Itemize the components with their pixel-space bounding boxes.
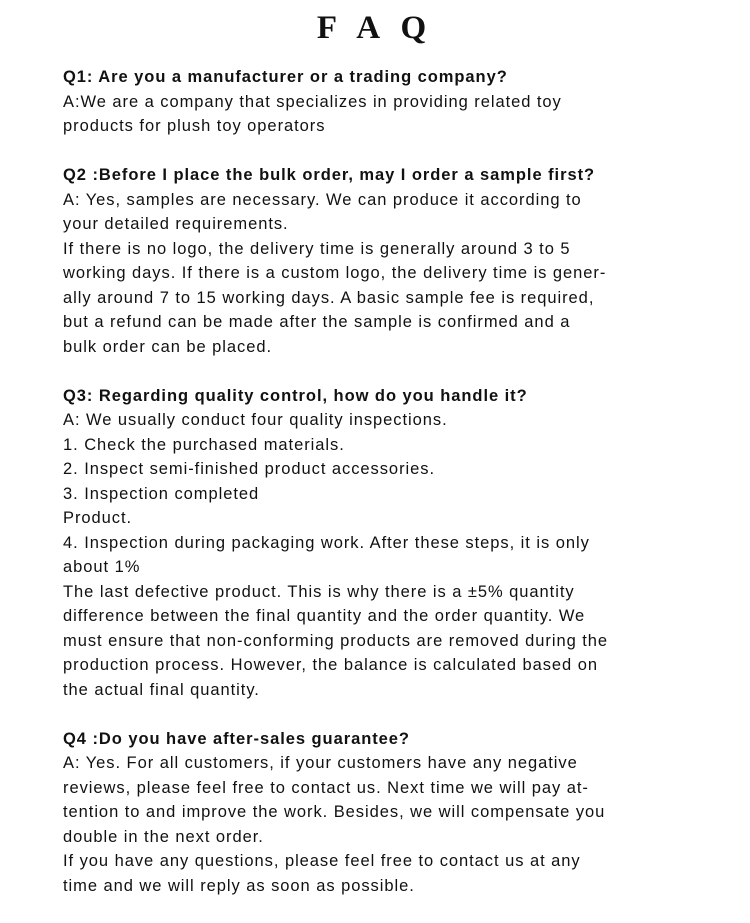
faq-list bbox=[63, 65, 703, 923]
answer-line: A: Yes, samples are necessary. We can produce it according to bbox=[63, 190, 582, 209]
answer-line: production process. However, the balance is calculated based on bbox=[63, 656, 598, 674]
answer-line: A: Yes. For all customers, if your customers have any negative bbox=[63, 754, 578, 772]
faq-item-q2 bbox=[63, 163, 703, 359]
answer-line: 1. Check the purchased materials. bbox=[63, 435, 345, 454]
answer-line: A:We are a company that specializes in providing related toy bbox=[63, 92, 562, 111]
faq-answer bbox=[63, 751, 703, 898]
answer-line: but a refund can be made after the sample is confirmed and a bbox=[63, 313, 571, 331]
answer-line: bulk order can be placed. bbox=[63, 337, 273, 356]
faq-question: Q3: Regarding quality control, how do you handle it? bbox=[63, 386, 528, 405]
answer-line: working days. If there is a custom logo, the delivery time is gener- bbox=[63, 264, 607, 282]
answer-line: about 1% bbox=[63, 558, 141, 576]
faq-item-q1 bbox=[63, 65, 703, 139]
faq-answer bbox=[63, 188, 703, 360]
answer-line: Product. bbox=[63, 509, 133, 527]
faq-answer bbox=[63, 408, 703, 702]
answer-line: 4. Inspection during packaging work. After these steps, it is only bbox=[63, 533, 590, 552]
answer-line: If you have any questions, please feel free to contact us at any bbox=[63, 852, 581, 870]
faq-question: Q4 :Do you have after-sales guarantee? bbox=[63, 729, 410, 748]
faq-question: Q2 :Before I place the bulk order, may I order a sample first? bbox=[63, 166, 596, 184]
answer-line: double in the next order. bbox=[63, 827, 264, 846]
answer-line: must ensure that non-conforming products are removed during the bbox=[63, 631, 609, 650]
answer-line: difference between the final quantity and the order quantity. We bbox=[63, 607, 586, 625]
answer-line: products for plush toy operators bbox=[63, 117, 326, 135]
faq-item-q3 bbox=[63, 384, 703, 703]
faq-question: Q1: Are you a manufacturer or a trading company? bbox=[63, 68, 508, 86]
answer-line: tention to and improve the work. Besides, we will compensate you bbox=[63, 803, 606, 821]
answer-line: The last defective product. This is why there is a ±5% quantity bbox=[63, 582, 575, 601]
answer-line: 3. Inspection completed bbox=[63, 484, 260, 503]
faq-answer bbox=[63, 90, 703, 139]
answer-line: 2. Inspect semi-finished product accessories. bbox=[63, 460, 435, 478]
answer-line: time and we will reply as soon as possible. bbox=[63, 876, 415, 895]
faq-item-q4 bbox=[63, 727, 703, 899]
answer-line: the actual final quantity. bbox=[63, 680, 260, 699]
answer-line: reviews, please feel free to contact us. Next time we will pay at- bbox=[63, 778, 589, 797]
answer-line: ally around 7 to 15 working days. A basic sample fee is required, bbox=[63, 288, 595, 307]
answer-line: your detailed requirements. bbox=[63, 215, 289, 233]
answer-line: If there is no logo, the delivery time is generally around 3 to 5 bbox=[63, 239, 571, 258]
answer-line: A: We usually conduct four quality inspections. bbox=[63, 411, 448, 429]
page-title: F A Q bbox=[316, 10, 434, 46]
